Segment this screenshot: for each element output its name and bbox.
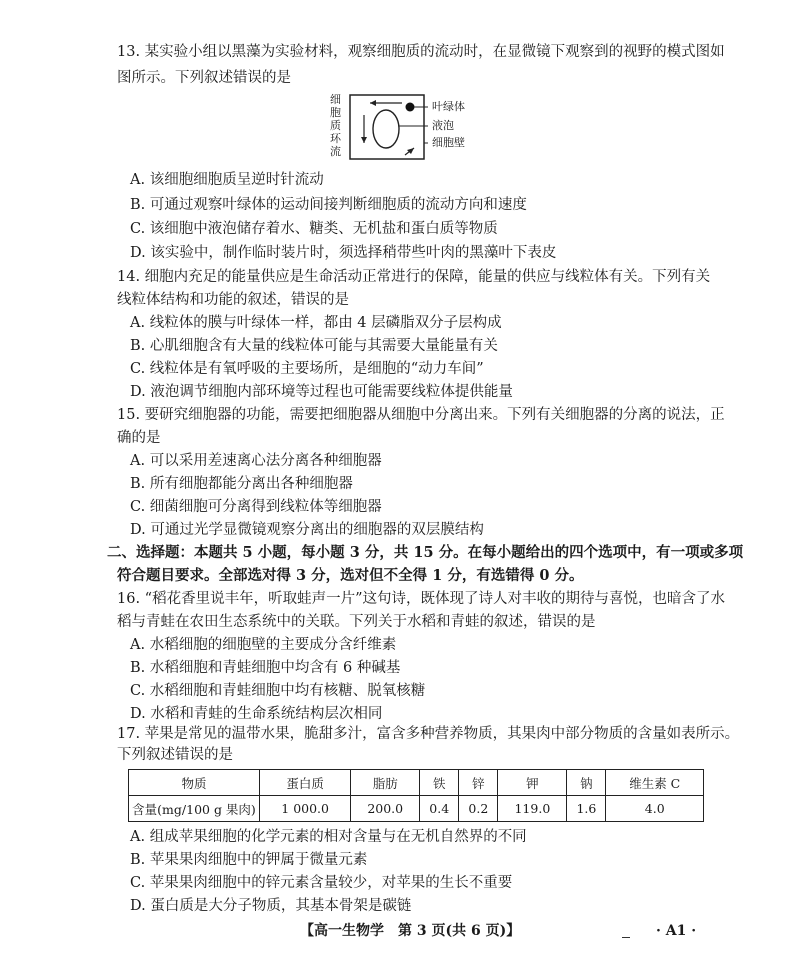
q14-option-d: D. 液泡调节细胞内部环境等过程也可能需要线粒体提供能量 bbox=[130, 384, 513, 400]
table-header-cell: 维生素 C bbox=[606, 770, 704, 796]
q14-option-b: B. 心肌细胞含有大量的线粒体可能与其需要大量能量有关 bbox=[130, 338, 498, 354]
q16-stem-line1: 16. “稻花香里说丰年，听取蛙声一片”这句诗，既体现了诗人对丰收的期待与喜悦，也暗含了水 bbox=[117, 591, 725, 607]
q15-stem-line1: 15. 要研究细胞器的功能，需要把细胞器从细胞中分离出来。下列有关细胞器的分离的说法，正 bbox=[117, 407, 725, 423]
q16-option-c: C. 水稻细胞和青蛙细胞中均有核糖、脱氧核糖 bbox=[130, 683, 426, 699]
cell-sketch bbox=[348, 93, 428, 163]
q13-option-d: D. 该实验中，制作临时装片时，须选择稍带些叶肉的黑藻叶下表皮 bbox=[130, 245, 557, 261]
table-cell: 含量(mg/100 g 果肉) bbox=[129, 796, 260, 822]
q15-option-b: B. 所有细胞都能分离出各种细胞器 bbox=[130, 476, 353, 492]
q17-option-d: D. 蛋白质是大分子物质，其基本骨架是碳链 bbox=[130, 898, 412, 914]
footer-divider bbox=[622, 937, 630, 938]
q16-option-a: A. 水稻细胞的细胞壁的主要成分含纤维素 bbox=[130, 637, 397, 653]
q14-stem-line2: 线粒体结构和功能的叙述，错误的是 bbox=[117, 292, 349, 308]
q13-stem-line2: 图所示。下列叙述错误的是 bbox=[117, 70, 291, 86]
table-header-cell: 铁 bbox=[420, 770, 459, 796]
table-cell: 1.6 bbox=[567, 796, 606, 822]
q13-option-a: A. 该细胞细胞质呈逆时针流动 bbox=[130, 172, 324, 188]
q14-stem-line1: 14. 细胞内充足的能量供应是生命活动正常进行的保障，能量的供应与线粒体有关。下列有关 bbox=[117, 269, 711, 285]
footer-page-info: 【高一生物学 第 3 页(共 6 页)】 bbox=[300, 923, 521, 939]
table-cell: 0.2 bbox=[459, 796, 498, 822]
label-vacuole: 液泡 bbox=[432, 119, 454, 132]
q17-option-b: B. 苹果果肉细胞中的钾属于微量元素 bbox=[130, 852, 368, 868]
table-header-row bbox=[129, 770, 704, 796]
table-cell: 0.4 bbox=[420, 796, 459, 822]
q16-option-b: B. 水稻细胞和青蛙细胞中均含有 6 种碱基 bbox=[130, 660, 401, 676]
q17-option-a: A. 组成苹果细胞的化学元素的相对含量与在无机自然界的不同 bbox=[130, 829, 527, 845]
q15-option-c: C. 细菌细胞可分离得到线粒体等细胞器 bbox=[130, 499, 382, 515]
q17-option-c: C. 苹果果肉细胞中的锌元素含量较少，对苹果的生长不重要 bbox=[130, 875, 513, 891]
diagram-side-label: 细 胞 质 环 流 bbox=[330, 93, 341, 158]
q16-stem-line2: 稻与青蛙在农田生态系统中的关联。下列关于水稻和青蛙的叙述，错误的是 bbox=[117, 614, 596, 630]
table-cell: 119.0 bbox=[498, 796, 567, 822]
cytoplasm-flow-diagram bbox=[330, 93, 500, 163]
page-footer bbox=[0, 921, 800, 941]
footer-code: · A1 · bbox=[656, 923, 697, 939]
section2-instructions-line1: 二、选择题：本题共 5 小题，每小题 3 分，共 15 分。在每小题给出的四个选项中，有一项或多项 bbox=[107, 544, 744, 561]
q15-option-a: A. 可以采用差速离心法分离各种细胞器 bbox=[130, 453, 382, 469]
q13-stem-line1: 13. 某实验小组以黑藻为实验材料，观察细胞质的流动时，在显微镜下观察到的视野的模式图如 bbox=[117, 44, 725, 60]
table-header-cell: 锌 bbox=[459, 770, 498, 796]
table-row bbox=[129, 796, 704, 822]
label-cell-wall: 细胞壁 bbox=[432, 136, 465, 149]
nutrient-table bbox=[128, 769, 704, 822]
q17-stem-line2: 下列叙述错误的是 bbox=[117, 747, 233, 763]
table-cell: 4.0 bbox=[606, 796, 704, 822]
table-header-cell: 钾 bbox=[498, 770, 567, 796]
q16-option-d: D. 水稻和青蛙的生命系统结构层次相同 bbox=[130, 706, 383, 722]
table-header-cell: 蛋白质 bbox=[260, 770, 351, 796]
table-header-cell: 脂肪 bbox=[351, 770, 420, 796]
section2-instructions-line2: 符合题目要求。全部选对得 3 分，选对但不全得 1 分，有选错得 0 分。 bbox=[117, 567, 584, 584]
q15-option-d: D. 可通过光学显微镜观察分离出的细胞器的双层膜结构 bbox=[130, 522, 484, 538]
table-header-cell: 物质 bbox=[129, 770, 260, 796]
table-cell: 1 000.0 bbox=[260, 796, 351, 822]
q17-stem-line1: 17. 苹果是常见的温带水果，脆甜多汁，富含多种营养物质，其果肉中部分物质的含量如表所示。 bbox=[117, 726, 740, 742]
q14-option-a: A. 线粒体的膜与叶绿体一样，都由 4 层磷脂双分子层构成 bbox=[130, 315, 502, 331]
table-cell: 200.0 bbox=[351, 796, 420, 822]
table-header-cell: 钠 bbox=[567, 770, 606, 796]
q13-option-b: B. 可通过观察叶绿体的运动间接判断细胞质的流动方向和速度 bbox=[130, 197, 527, 213]
q13-option-c: C. 该细胞中液泡储存着水、糖类、无机盐和蛋白质等物质 bbox=[130, 221, 498, 237]
q15-stem-line2: 确的是 bbox=[117, 430, 161, 446]
label-chloroplast: 叶绿体 bbox=[432, 100, 465, 113]
q14-option-c: C. 线粒体是有氧呼吸的主要场所，是细胞的“动力车间” bbox=[130, 361, 484, 377]
